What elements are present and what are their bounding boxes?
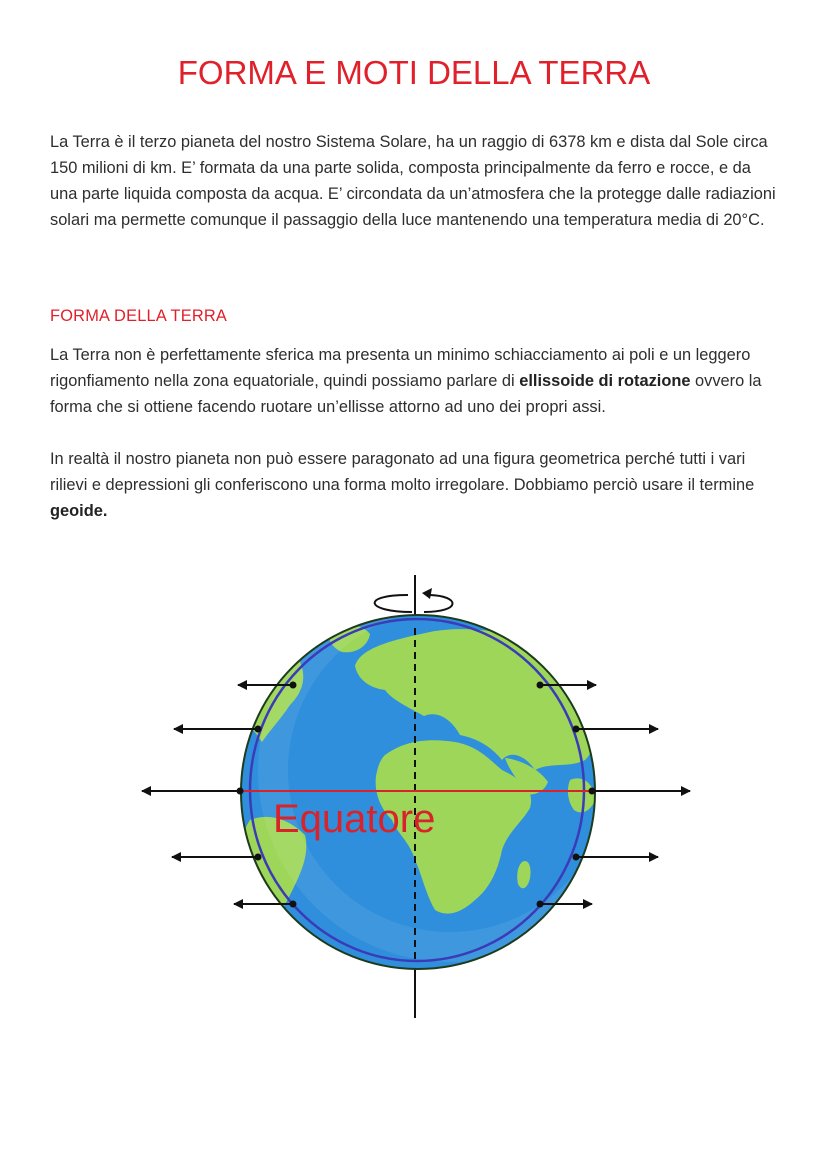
- forma-paragraph: [50, 342, 780, 420]
- section-heading-forma: FORMA DELLA TERRA: [50, 307, 228, 325]
- geoide-bold-term: geoide.: [50, 502, 108, 520]
- rotation-arrowhead: [422, 588, 432, 599]
- geoide-text: In realtà il nostro pianeta non può essere paragonato ad una figura geometrica perché tutti i vari rilievi e depressioni gli conferiscono una forma molto irregolare. Dobbiamo perciò usare il termine: [50, 450, 755, 494]
- earth-globe: [228, 593, 627, 969]
- page-title: FORMA E MOTI DELLA TERRA: [177, 54, 651, 91]
- intro-paragraph: La Terra è il terzo pianeta del nostro Sistema Solare, ha un raggio di 6378 km e dista dal Sole circa 150 milioni di km. E’ formata da una parte solida, composta principalmente da ferro e rocce, e da una parte liquida composta da acqua. E’ circondata da un’atmosfera che la protegge dalle radiazioni solari ma permette comunque il passaggio della luce mantenendo una temperatura media di 20°C.: [50, 133, 776, 229]
- geoide-paragraph: [50, 446, 780, 524]
- forma-bold-term: ellissoide di rotazione: [519, 372, 691, 390]
- forma-text-1: La Terra non è perfettamente sferica ma presenta un minimo schiacciamento ai poli e un leggero rigonfiamento nella zona equatoriale, quindi possiamo parlare di: [50, 346, 751, 390]
- equator-label: Equatore: [273, 797, 436, 841]
- rotation-arrow-icon: [375, 595, 453, 612]
- earth-shape-figure: [130, 570, 700, 1025]
- forma-text-2: ovvero la forma che si ottiene facendo ruotare un’ellisse attorno ad uno dei propri assi.: [50, 372, 762, 416]
